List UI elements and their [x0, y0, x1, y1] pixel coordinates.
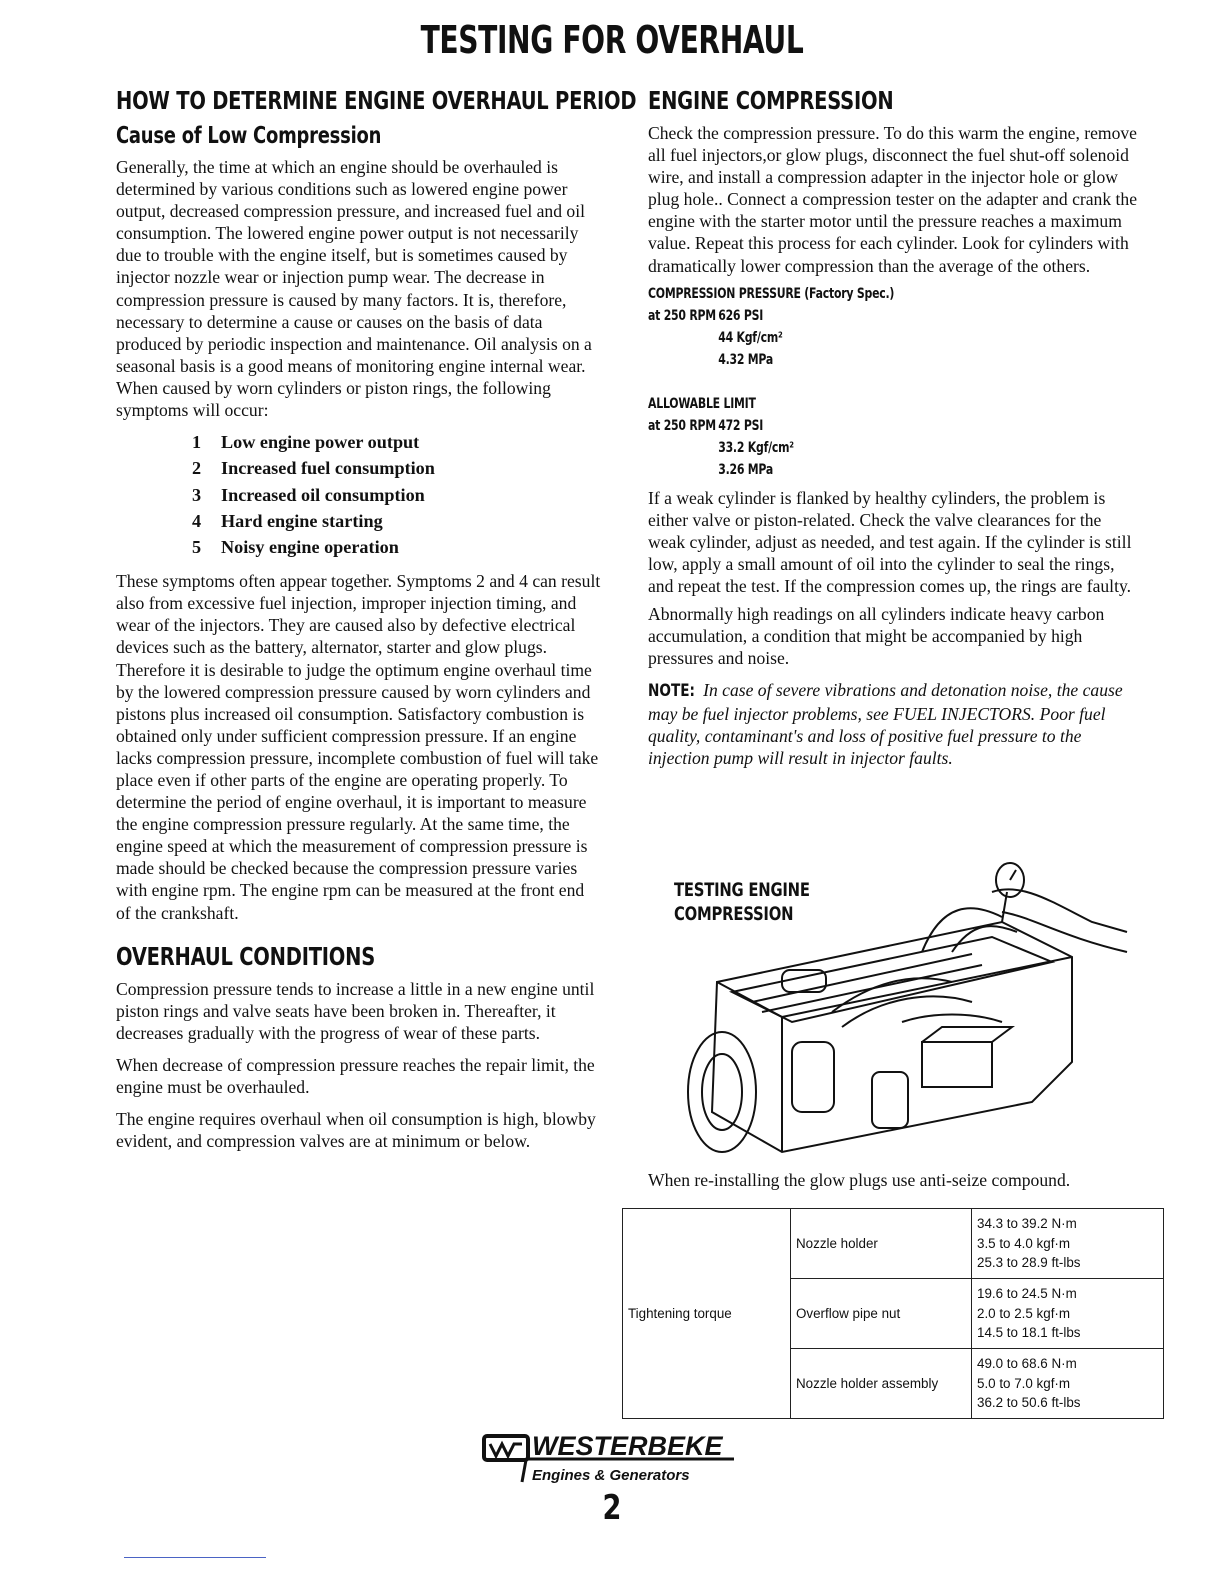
spec-value: 4.32 MPa: [718, 351, 774, 368]
note-label: NOTE:: [648, 681, 695, 702]
torque-values: 34.3 to 39.2 N·m 3.5 to 4.0 kgf·m 25.3 to 28.9 ft-lbs: [972, 1209, 1164, 1279]
table-row: [623, 1209, 1164, 1279]
limit-value: 3.26 MPa: [718, 461, 774, 478]
low-compression-subheading: Cause of Low Compression: [116, 123, 382, 149]
page-number: 2: [602, 1488, 622, 1528]
list-item: 2 Increased fuel consumption: [192, 458, 435, 479]
overhaul-conditions-heading: OVERHAUL CONDITIONS: [116, 941, 376, 971]
allowable-limit-spec: [648, 393, 1030, 481]
conditions-paragraph-2: When decrease of compression pressure reaches the repair limit, the engine must be overhauled.: [116, 1054, 595, 1098]
list-item: 5 Noisy engine operation: [192, 536, 399, 557]
note-text: In case of severe vibrations and detonation noise, the cause may be fuel injector problems, see FUEL INJECTORS. Poor fuel quality, contaminant's and loss of positive fuel pressure to the injection pump will result in injector faults.: [648, 680, 1123, 768]
limit-value: 33.2 Kgf/cm²: [718, 439, 794, 456]
svg-text:Engines & Generators: Engines & Generators: [532, 1467, 690, 1484]
intro-paragraph: Generally, the time at which an engine should be overhauled is determined by various conditions such as lowered engine power output, decreased compression pressure, and increased fuel and oil consumption. The lowered engine power output is not necessarily due to trouble with the engine itself, but is sometimes caused by injector nozzle wear or injection pump wear. The decrease in compression pressure is caused by many factors. It is, therefore, necessary to determine a cause or causes on the basis of data produced by periodic inspection and maintenance. Oil analysis on a seasonal basis is a good means of monitoring engine internal wear. When caused by worn cylinders or piston rings, the following symptoms will occur:: [116, 157, 592, 421]
part-name: Overflow pipe nut: [791, 1279, 972, 1349]
page-title: TESTING FOR OVERHAUL: [420, 18, 804, 62]
torque-values: 19.6 to 24.5 N·m 2.0 to 2.5 kgf·m 14.5 to 18.1 ft-lbs: [972, 1279, 1164, 1349]
list-item: 4 Hard engine starting: [192, 510, 383, 531]
left-column: [116, 86, 637, 1152]
right-column: [648, 86, 1138, 769]
conditions-paragraph-1: Compression pressure tends to increase a little in a new engine until piston rings and valve seats have been broken in. Thereafter, it decreases gradually with the progress of wear of these parts.: [116, 978, 595, 1043]
figure-caption: When re-installing the glow plugs use anti-seize compound.: [648, 1170, 1071, 1190]
note-paragraph: [648, 679, 1138, 768]
spec-value: 44 Kgf/cm²: [718, 329, 783, 346]
engine-compression-heading: ENGINE COMPRESSION: [648, 86, 894, 115]
limit-rpm: at 250 RPM: [648, 417, 716, 434]
compression-paragraph: Check the compression pressure. To do this warm the engine, remove all fuel injectors,or glow plugs, disconnect the fuel shut-off solenoid wire, and install a compression adapter in the injector hole or glow plug hole.. Connect a compression tester on the adapter and crank the engine with the starter motor until the pressure reaches a maximum value. Repeat this process for each cylinder. Look for cylinders with dramatically lower compression than the average of the others.: [648, 123, 1138, 276]
limit-heading: ALLOWABLE LIMIT: [648, 395, 756, 412]
overhaul-period-heading: HOW TO DETERMINE ENGINE OVERHAUL PERIOD: [116, 86, 637, 115]
compression-spec: [648, 283, 1030, 371]
footer-rule: [124, 1557, 266, 1558]
part-name: Nozzle holder assembly: [791, 1349, 972, 1419]
conditions-paragraph-3: The engine requires overhaul when oil consumption is high, blowby evident, and compression valves are at minimum or below.: [116, 1109, 596, 1152]
spec-value: 626 PSI: [718, 307, 764, 324]
torque-values: 49.0 to 68.6 N·m 5.0 to 7.0 kgf·m 36.2 to 50.6 ft-lbs: [972, 1349, 1164, 1419]
list-item: 1 Low engine power output: [192, 432, 420, 453]
figure-title: TESTING ENGINE COMPRESSION: [674, 879, 810, 925]
limit-value: 472 PSI: [718, 417, 764, 434]
part-name: Nozzle holder: [791, 1209, 972, 1279]
weak-cylinder-paragraph: If a weak cylinder is flanked by healthy cylinders, the problem is either valve or piston-related. Check the valve clearances for the weak cylinder, adjust as needed, and test again. If the cylinder is still low, apply a small amount of oil into the cylinder to seal the rings, and repeat the test. If the compression comes up, the rings are faulty.: [648, 487, 1132, 597]
symptom-list: [192, 429, 602, 560]
westerbeke-logo: [482, 1428, 752, 1488]
spec-heading: COMPRESSION PRESSURE (Factory Spec.): [648, 285, 895, 302]
symptoms-paragraph: These symptoms often appear together. Symptoms 2 and 4 can result also from excessive fuel injection, improper injection timing, and wear of the injectors. They are caused also by defective electrical devices such as the battery, alternator, starter and glow plugs. Therefore it is desirable to judge the optimum engine overhaul time by the lowered compression pressure caused by worn cylinders and pistons plus increased oil consumption. Satisfactory combustion is obtained only under sufficient compression pressure. If an engine lacks compression pressure, incomplete combustion of fuel will take place even if other parts of the engine are operating properly. To determine the period of engine overhaul, it is important to measure the engine compression pressure regularly. At the same time, the engine speed at which the measurement of compression pressure is made should be checked because the compression pressure varies with engine rpm. The engine rpm can be measured at the front end of the crankshaft.: [116, 571, 601, 923]
spec-rpm: at 250 RPM: [648, 307, 716, 324]
row-label: Tightening torque: [623, 1209, 791, 1419]
list-item: 3 Increased oil consumption: [192, 484, 425, 505]
high-readings-paragraph: Abnormally high readings on all cylinders indicate heavy carbon accumulation, a condition that might be accompanied by high pressures and noise.: [648, 604, 1105, 669]
svg-text:WESTERBEKE: WESTERBEKE: [532, 1431, 723, 1461]
torque-table: [622, 1208, 1164, 1419]
